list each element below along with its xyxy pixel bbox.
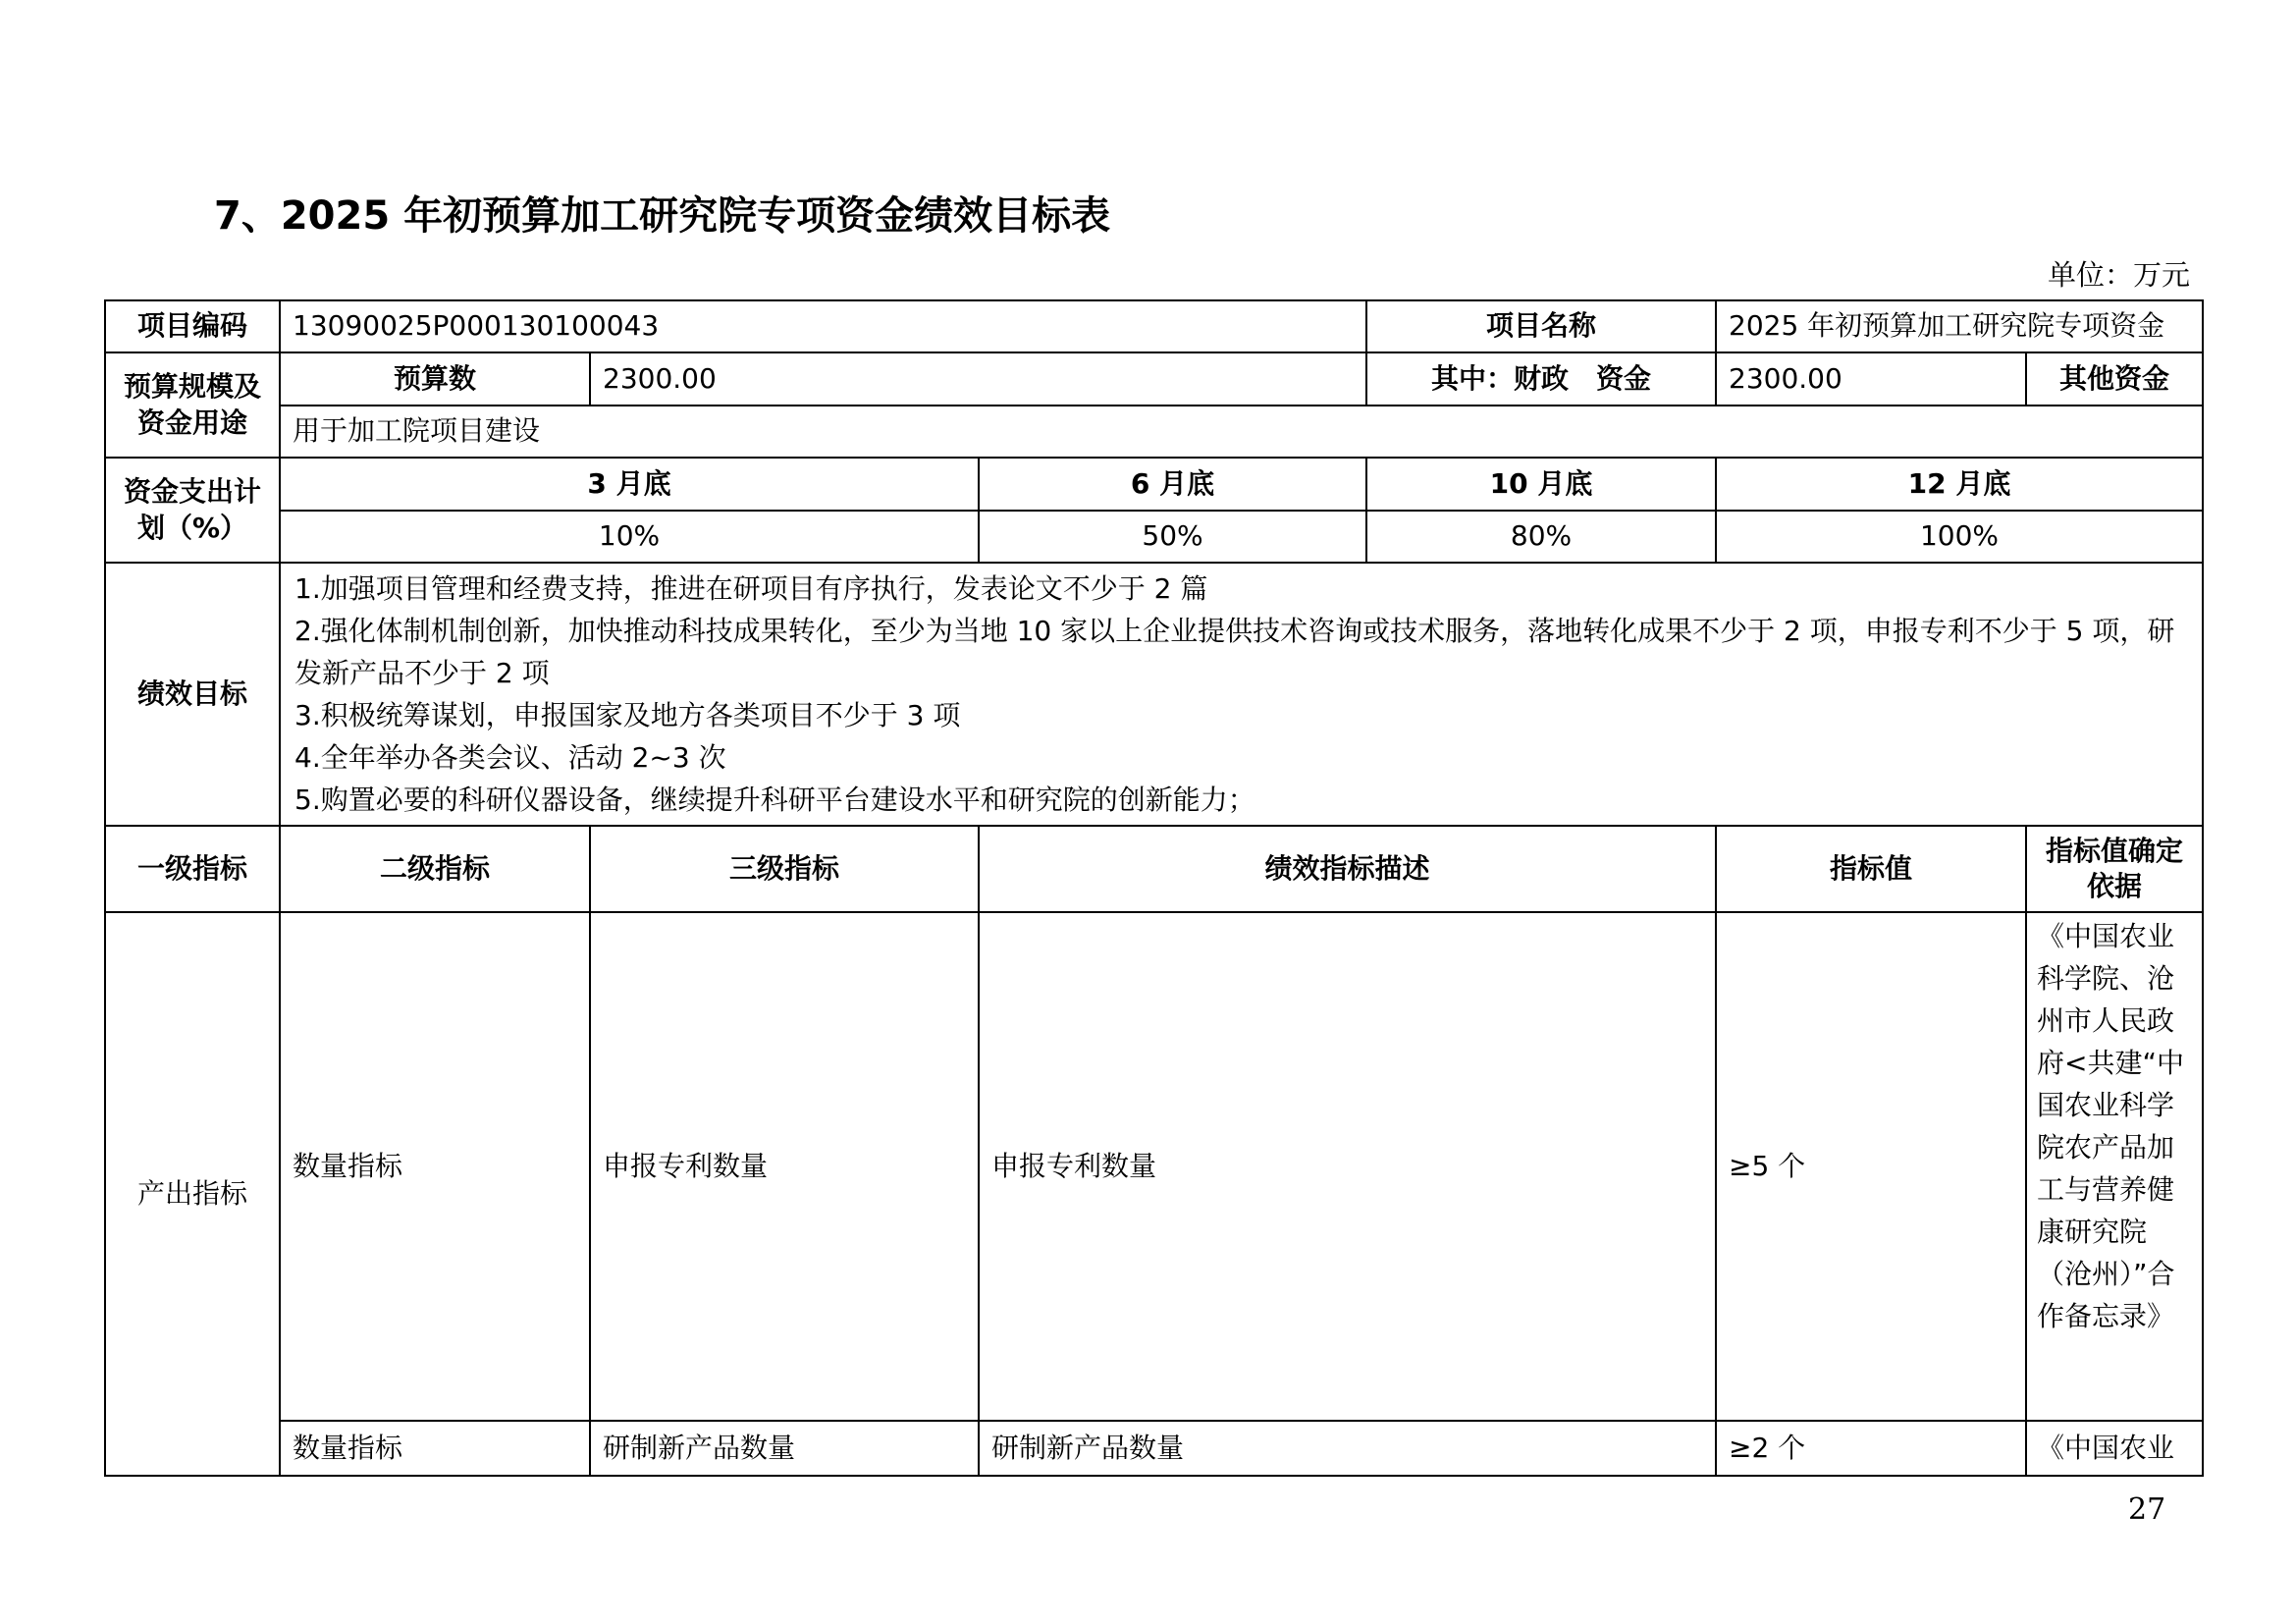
- goal-item: 2.强化体制机制创新，加快推动科技成果转化，至少为当地 10 家以上企业提供技术咨询或技术服务，落地转化成果不少于 2 项，申报专利不少于 5 项，研发新产品不少于 2 项: [294, 615, 2175, 689]
- header-level2: 二级指标: [280, 826, 590, 912]
- indicator-level3: 申报专利数量: [590, 912, 979, 1421]
- spending-value-december: 100%: [1716, 511, 2203, 563]
- project-name-value: 2025 年初预算加工研究院专项资金: [1716, 300, 2203, 352]
- other-funds-label: 其他资金: [2026, 352, 2203, 406]
- project-row: [105, 300, 2203, 352]
- indicator-level1: 产出指标: [105, 912, 280, 1476]
- fiscal-funds-value: 2300.00: [1716, 352, 2026, 406]
- header-level3: 三级指标: [590, 826, 979, 912]
- project-name-label: 项目名称: [1366, 300, 1716, 352]
- goal-item: 1.加强项目管理和经费支持，推进在研项目有序执行，发表论文不少于 2 篇: [294, 572, 1208, 605]
- indicator-level2: 数量指标: [280, 1421, 590, 1476]
- spending-period-october: 10 月底: [1366, 458, 1716, 511]
- project-code-label: 项目编码: [105, 300, 280, 352]
- indicator-row: [105, 1421, 2203, 1476]
- indicator-header-row: [105, 826, 2203, 912]
- indicator-description: 申报专利数量: [979, 912, 1716, 1421]
- indicator-level2: 数量指标: [280, 912, 590, 1421]
- indicator-level3: 研制新产品数量: [590, 1421, 979, 1476]
- goal-item: 5.购置必要的科研仪器设备，继续提升科研平台建设水平和研究院的创新能力；: [294, 784, 1255, 816]
- budget-amount-value: 2300.00: [590, 352, 1366, 406]
- indicator-basis: 《中国农业: [2026, 1421, 2203, 1476]
- spending-value-march: 10%: [280, 511, 979, 563]
- budget-section-label: 预算规模及资金用途: [105, 352, 280, 458]
- spending-value-june: 50%: [979, 511, 1366, 563]
- spending-period-march: 3 月底: [280, 458, 979, 511]
- project-code-value: 13090025P000130100043: [280, 300, 1366, 352]
- indicator-value: ≥5 个: [1716, 912, 2026, 1421]
- performance-target-table: [104, 299, 2204, 1477]
- spending-plan-label: 资金支出计划（%）: [105, 458, 280, 563]
- spending-value-october: 80%: [1366, 511, 1716, 563]
- header-value: 指标值: [1716, 826, 2026, 912]
- indicator-description: 研制新产品数量: [979, 1421, 1716, 1476]
- indicator-basis: 《中国农业科学院、沧州市人民政府<共建“中国农业科学院农产品加工与营养健康研究院（沧州）”合作备忘录》: [2026, 912, 2203, 1421]
- budget-usage-row: [105, 406, 2203, 458]
- goal-item: 3.积极统筹谋划，申报国家及地方各类项目不少于 3 项: [294, 699, 961, 731]
- spending-plan-value-row: [105, 511, 2203, 563]
- spending-period-june: 6 月底: [979, 458, 1366, 511]
- header-description: 绩效指标描述: [979, 826, 1716, 912]
- header-level1: 一级指标: [105, 826, 280, 912]
- goal-item: 4.全年举办各类会议、活动 2~3 次: [294, 741, 726, 774]
- spending-period-december: 12 月底: [1716, 458, 2203, 511]
- budget-amount-row: [105, 352, 2203, 406]
- performance-goals-list: [280, 563, 2203, 826]
- spending-plan-period-row: [105, 458, 2203, 511]
- performance-goals-label: 绩效目标: [105, 563, 280, 826]
- fiscal-funds-label: 其中：财政 资金: [1366, 352, 1716, 406]
- budget-usage-value: 用于加工院项目建设: [280, 406, 2203, 458]
- page-number: 27: [2128, 1492, 2166, 1527]
- unit-label: 单位：万元: [2047, 258, 2190, 292]
- performance-goals-row: [105, 563, 2203, 826]
- budget-amount-label: 预算数: [280, 352, 590, 406]
- header-basis: 指标值确定依据: [2026, 826, 2203, 912]
- page-title: 7、2025 年初预算加工研究院专项资金绩效目标表: [214, 193, 1111, 239]
- indicator-value: ≥2 个: [1716, 1421, 2026, 1476]
- indicator-row: [105, 912, 2203, 1421]
